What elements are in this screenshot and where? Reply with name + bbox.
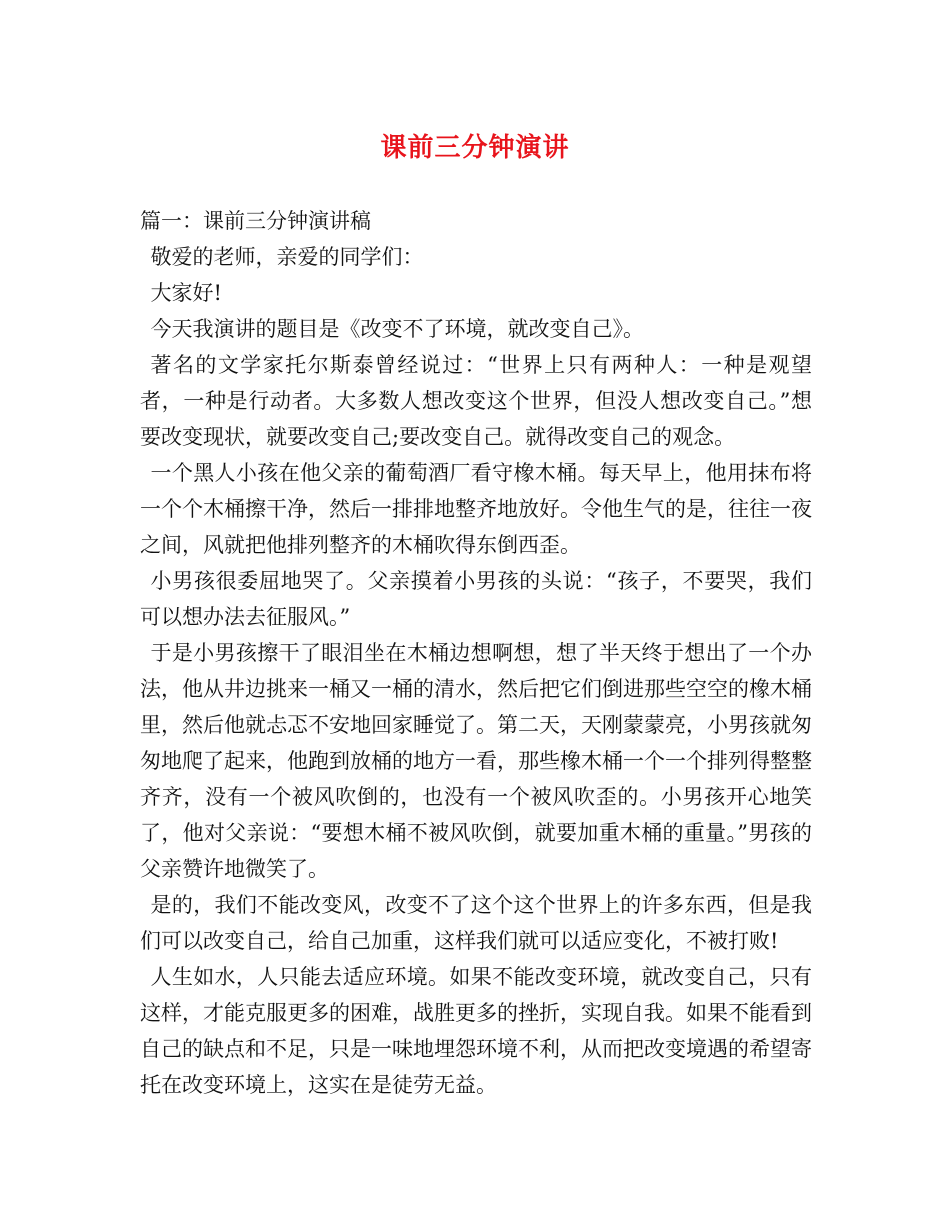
salutation: 敬爱的老师，亲爱的同学们： xyxy=(150,245,424,269)
section-heading: 篇一：课前三分钟演讲稿 xyxy=(140,209,371,233)
paragraph: 一个黑人小孩在他父亲的葡萄酒厂看守橡木桶。每天早上，他用抹布将一个个木桶擦干净，然后一排排地整齐地放好。令他生气的是，往往一夜之间，风就把他排列整齐的木桶吹得东倒西歪。 xyxy=(140,461,812,557)
paragraph: 是的，我们不能改变风，改变不了这个这个世界上的许多东西，但是我们可以改变自己，给自己加重，这样我们就可以适应变化，不被打败! xyxy=(140,893,812,953)
document-body xyxy=(140,203,812,1103)
document-title: 课前三分钟演讲 xyxy=(380,133,570,163)
paragraph: 著名的文学家托尔斯泰曾经说过：“世界上只有两种人：一种是观望者，一种是行动者。大多数人想改变这个世界，但没人想改变自己。”想要改变现状，就要改变自己;要改变自己。就得改变自己的观念。 xyxy=(140,353,812,449)
paragraph: 小男孩很委屈地哭了。父亲摸着小男孩的头说：“孩子，不要哭，我们可以想办法去征服风。” xyxy=(140,569,812,629)
paragraph: 人生如水，人只能去适应环境。如果不能改变环境，就改变自己，只有这样，才能克服更多的困难，战胜更多的挫折，实现自我。如果不能看到自己的缺点和不足，只是一味地埋怨环境不利，从而把改变境遇的希望寄托在改变环境上，这实在是徒劳无益。 xyxy=(140,965,812,1097)
greeting: 大家好! xyxy=(150,281,222,305)
paragraph: 于是小男孩擦干了眼泪坐在木桶边想啊想，想了半天终于想出了一个办法，他从井边挑来一桶又一桶的清水，然后把它们倒进那些空空的橡木桶里，然后他就忐忑不安地回家睡觉了。第二天，天刚蒙蒙亮，小男孩就匆匆地爬了起来，他跑到放桶的地方一看，那些橡木桶一个一个排列得整整齐齐，没有一个被风吹倒的，也没有一个被风吹歪的。小男孩开心地笑了，他对父亲说：“要想木桶不被风吹倒，就要加重木桶的重量。”男孩的父亲赞许地微笑了。 xyxy=(140,641,812,881)
paragraph: 今天我演讲的题目是《改变不了环境，就改变自己》。 xyxy=(150,317,644,341)
